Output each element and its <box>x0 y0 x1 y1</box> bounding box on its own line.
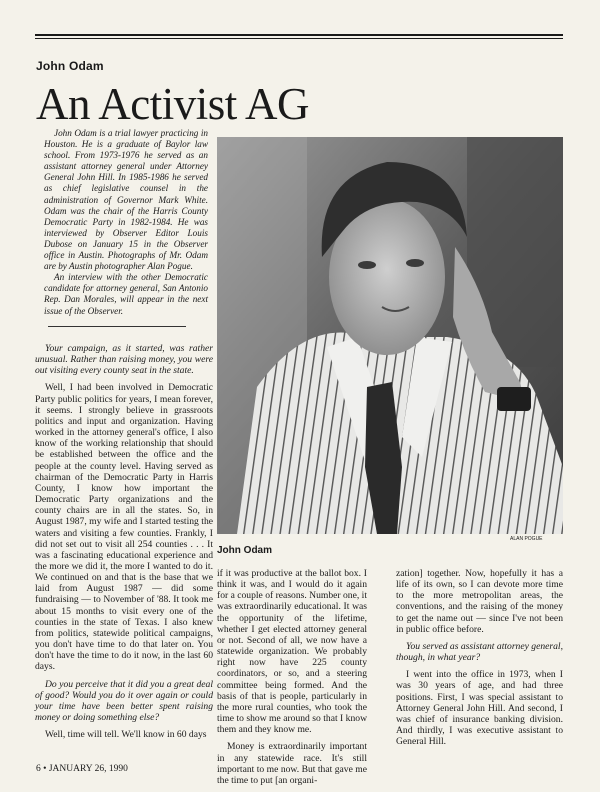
answer-paragraph: I went into the office in 1973, when I was 30 years of age, and had three positions. First, I was special assistant to Attorney General John Hill. And second, I was chief of insurance banking division. And thirdly, I was executive assistant to General Hill. <box>396 669 563 748</box>
question-paragraph: You served as assistant attorney general, though, in what year? <box>396 640 563 664</box>
photo-credit: ALAN POGUE <box>510 536 543 542</box>
intro-paragraph: An interview with the other Democratic candidate for attorney general, San Antonio Rep. Dan Morales, will appear in the next issue of the Observer. <box>44 272 208 316</box>
answer-paragraph: zation] together. Now, hopefully it has a life of its own, so I can devote more time to the more metropolitan areas, the conventions, and the raising of the money to get the name out — since I've not been in public office before. <box>396 568 563 635</box>
page-folio: 6 • JANUARY 26, 1990 <box>36 764 128 774</box>
kicker-name: John Odam <box>36 59 104 73</box>
portrait-illustration <box>217 137 563 534</box>
intro-blurb <box>44 128 208 317</box>
answer-paragraph: Well, I had been involved in Democratic Party public politics for years, I mean forever, it seems. I strongly believe in grassroots politics and input and organization. Having worked in the attorney general's office, I also know of the working relationship that should be established between the office and the people at the county level. Having served as chairman of the Democratic Party in Harris County, I know how important the Democratic Party organizations and the county chairs are in all the states. So, in August 1987, my wife and I started testing the waters and visiting a few counties. Frankly, I did not set out to visit all 254 counties . . . It was a fascinating educational experience and the more we did it, the more I wanted to do it. We continued on and that is the base that we laid from August 1987 — did some fundraising — to November of '88. It took me about 15 months to visit every one of the counties in the state of Texas. I also knew from politics, statewide political campaigns, you don't have time to do that later on. You don't have the time to do it now, in the last 60 days. <box>35 382 213 673</box>
top-rule <box>35 34 563 36</box>
column-2 <box>217 568 367 792</box>
column-1 <box>35 343 213 746</box>
answer-paragraph: Well, time will tell. We'll know in 60 days <box>45 729 207 741</box>
intro-paragraph: John Odam is a trial lawyer practicing in Houston. He is a graduate of Baylor law school. From 1973-1976 he served as an assistant attorney general under Attorney General John Hill. In 1985-1986 he served as chief legislative counsel in the administration of Governor Mark White. Odam was the chair of the Harris County Democratic Party in 1982-1984. He was interviewed by Observer Editor Louis Dubose on January 15 in the Observer office in Austin. Photographs of Mr. Odam are by Austin photographer Alan Pogue. <box>44 128 208 272</box>
answer-paragraph: Money is extraordinarily important in any statewide race. It's still important to me now. But that gave me the time to put [an organi- <box>217 741 367 786</box>
portrait-photo <box>217 137 563 534</box>
answer-paragraph: if it was productive at the ballot box. I think it was, and I would do it again for a couple of reasons. Number one, it was extraordinarily educational. It was the opportunity of the lifetime, whether I get elected attorney general or not. Second of all, we now have a statewide organization. We probably right now have 225 county coordinators, or so, and a steering committee being formed. And the basis of that is people, particularly in the more rural counties, who took the time to show me around so that I know them and they know me. <box>217 568 367 736</box>
headline: An Activist AG <box>36 79 310 129</box>
intro-divider <box>48 326 186 327</box>
question-paragraph: Your campaign, as it started, was rather unusual. Rather than raising money, you were out visiting every county seat in the state. <box>35 343 213 377</box>
question-paragraph: Do you perceive that it did you a great deal of good? Would you do it over again or could your time have been better spent raising money or doing something else? <box>35 678 213 723</box>
top-rule-thin <box>35 38 563 39</box>
column-3 <box>396 568 563 753</box>
byline-name: John Odam <box>217 545 273 556</box>
